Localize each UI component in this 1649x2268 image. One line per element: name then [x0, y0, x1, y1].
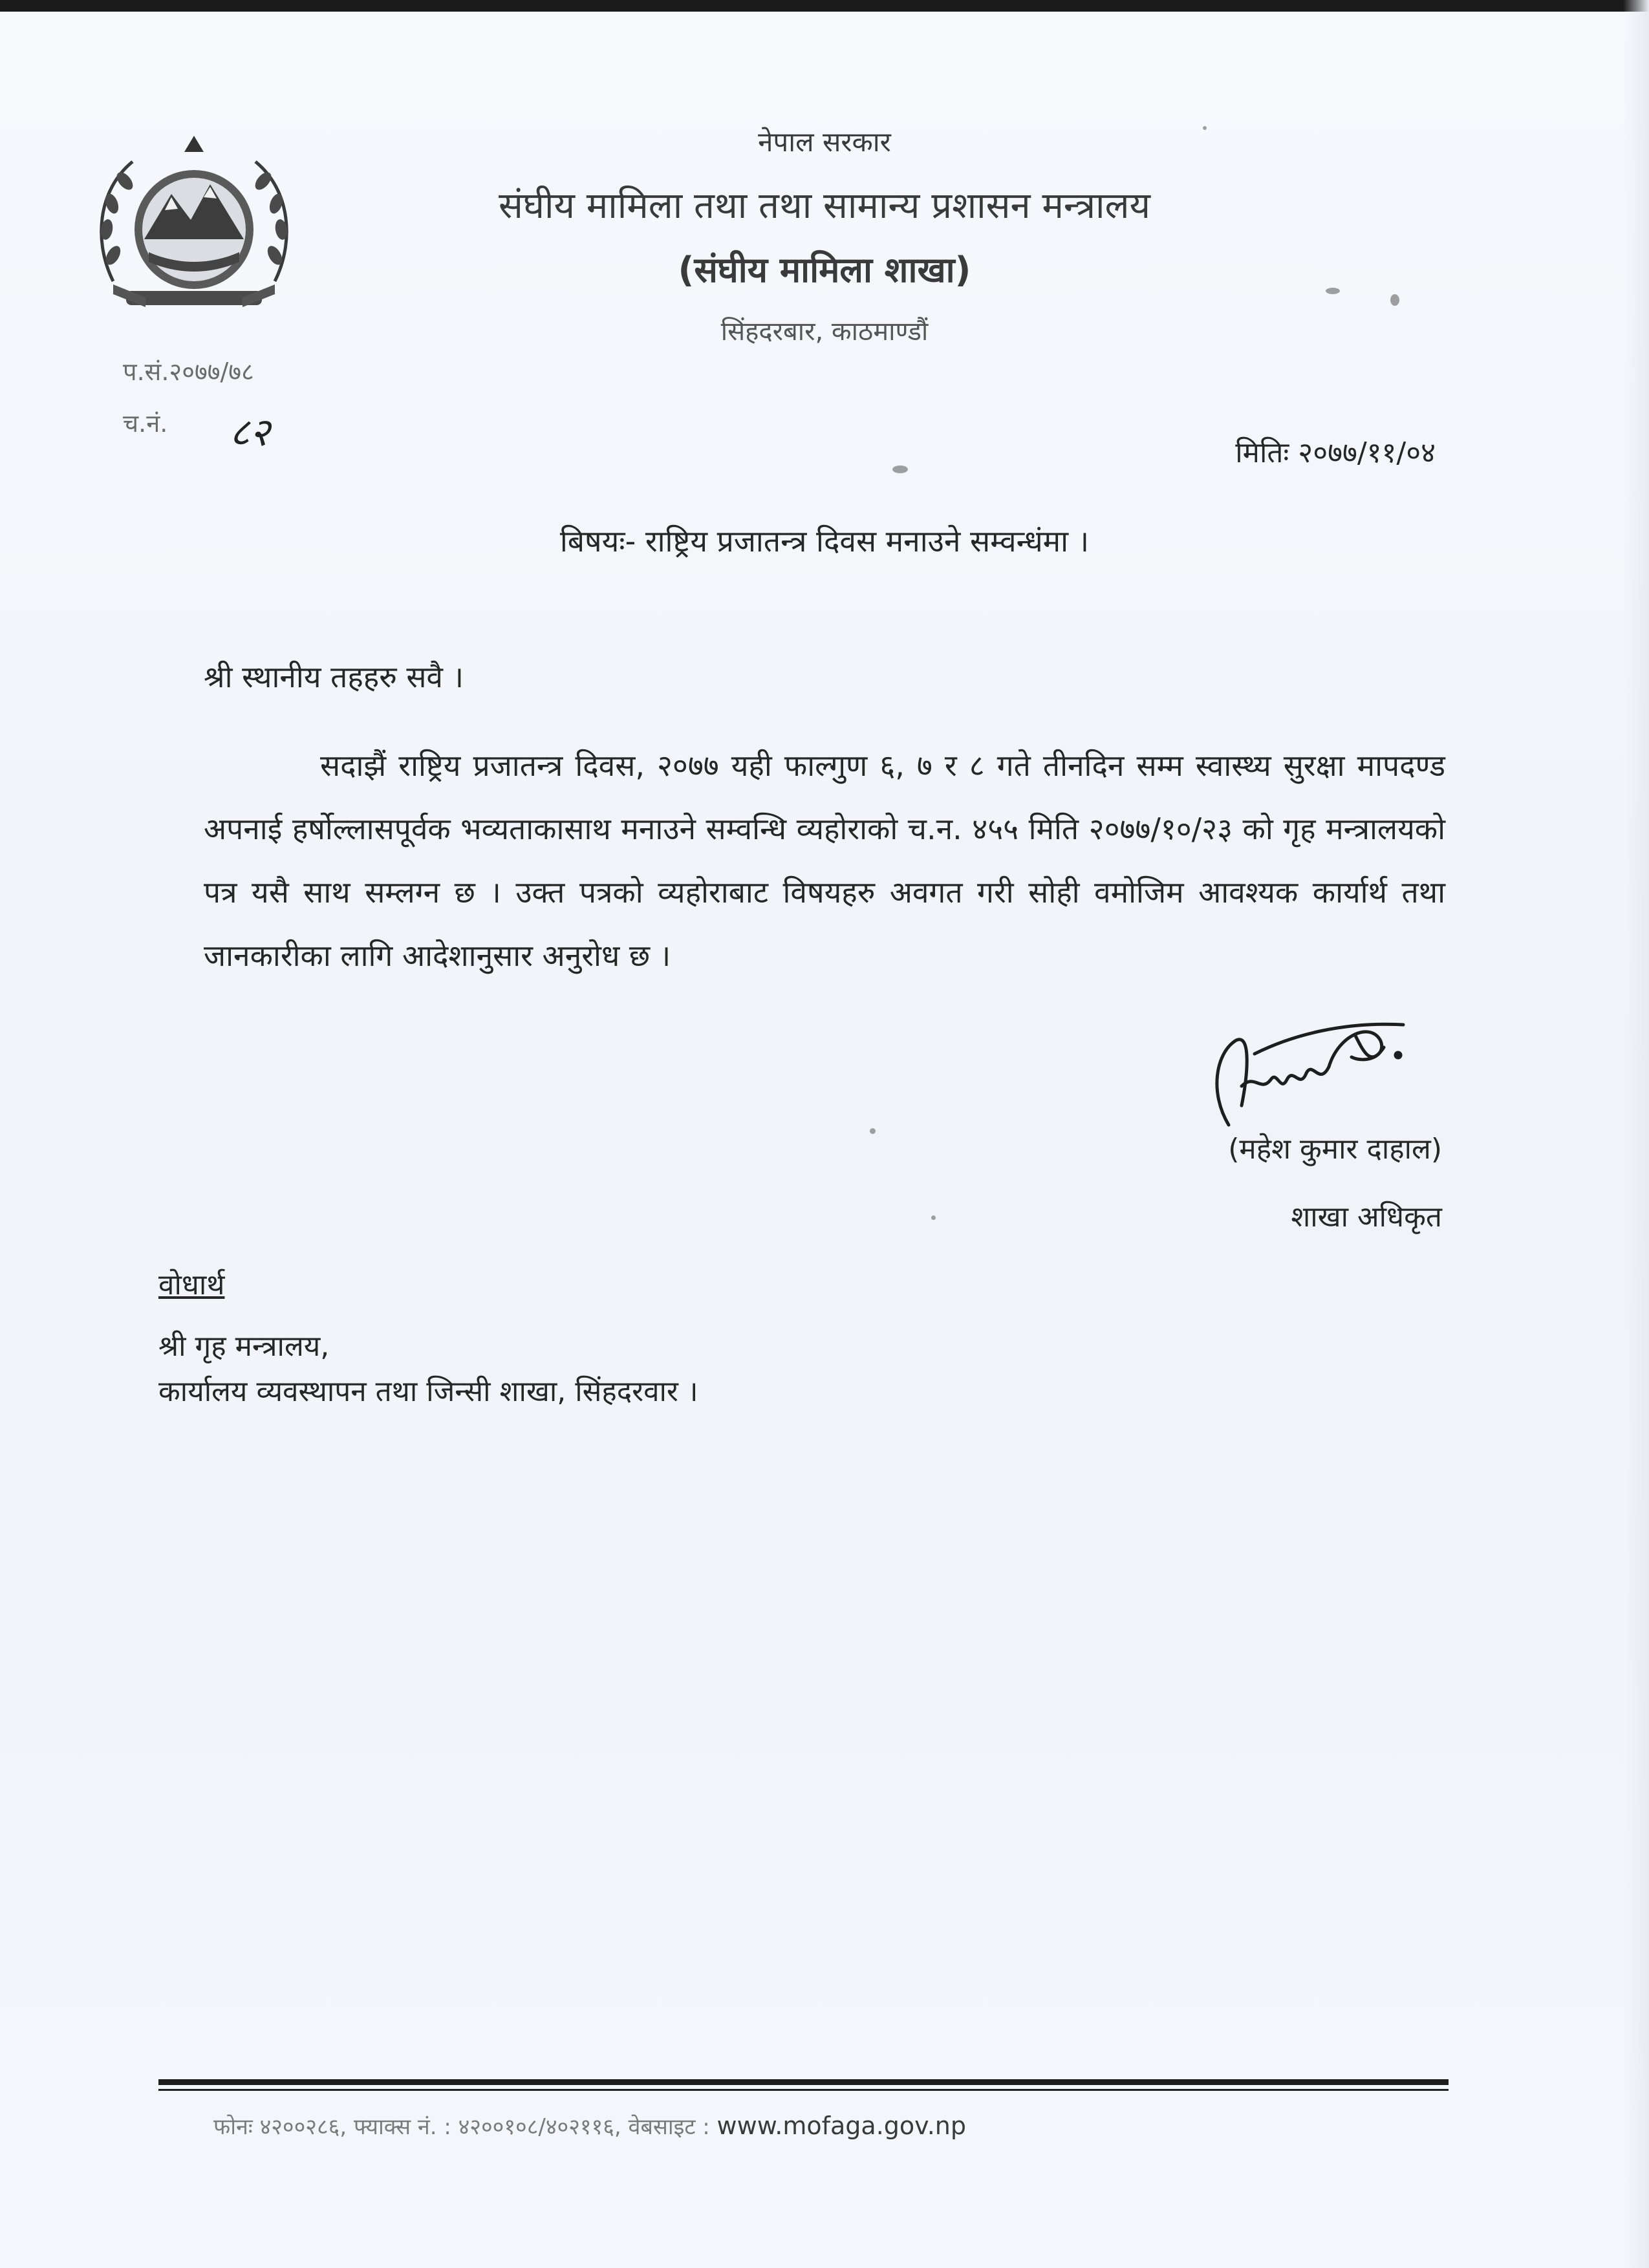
footer-website: www.mofaga.gov.np [717, 2112, 966, 2140]
cc-recipient-1: श्री गृह मन्त्रालय, [158, 1330, 330, 1363]
scan-speck [892, 465, 908, 473]
letter-number: प.सं.२०७७/७८ [123, 358, 254, 386]
footer-rule [158, 2079, 1449, 2085]
signatory-name: (महेश कुमार दाहाल) [1228, 1133, 1442, 1166]
cc-recipient-2: कार्यालय व्यवस्थापन तथा जिन्सी शाखा, सिंहदरवार । [158, 1375, 698, 1408]
scan-speck [1390, 294, 1399, 306]
letter-body: सदाझैं राष्ट्रिय प्रजातन्त्र दिवस, २०७७ यही फाल्गुण ६, ७ र ८ गते तीनदिन सम्म स्वास्थ्य सुरक्षा मापदण्ड अपनाई हर्षोल्लासपूर्वक भव्यताकासाथ मनाउने सम्वन्धि व्यहोराको च.न. ४५५ मिति २०७७/१०/२३ को गृह मन्त्रालयको पत्र यसै साथ सम्लग्न छ । उक्त पत्रको व्यहोराबाट विषयहरु अवगत गरी सोही वमोजिम आवश्यक कार्यार्थ तथा जानकारीका लागि आदेशानुसार अनुरोध छ । [204, 748, 1445, 973]
scan-right-edge [1623, 0, 1649, 2268]
branch-name: (संघीय मामिला शाखा) [678, 250, 971, 290]
scan-speck [1203, 126, 1207, 130]
letter-subject: बिषयः- राष्ट्रिय प्रजातन्त्र दिवस मनाउने सम्वन्धंमा । [559, 524, 1090, 559]
ministry-name: संघीय मामिला तथा तथा सामान्य प्रशासन मन्त्रालय [499, 185, 1150, 227]
cc-heading: वोधार्थ [158, 1268, 225, 1301]
government-name: नेपाल सरकार [758, 126, 891, 158]
signatory-title: शाखा अधिकृत [1291, 1201, 1442, 1234]
letter-date: मितिः २०७७/११/०४ [1235, 436, 1436, 469]
footer-contact-text: फोनः ४२००२८६, फ्याक्स नं. : ४२००१०८/४०२११६, वेबसाइट : [213, 2114, 710, 2140]
dispatch-number: ८२ [230, 410, 270, 455]
dispatch-label: च.नं. [123, 409, 168, 438]
scan-top-edge [0, 0, 1649, 12]
handwritten-signature [1190, 996, 1423, 1144]
scan-speck [931, 1215, 936, 1220]
salutation: श्री स्थानीय तहहरु सवै । [204, 659, 464, 694]
scan-speck [1326, 288, 1340, 294]
footer-rule-thin [158, 2089, 1449, 2091]
scan-speck [870, 1128, 876, 1134]
office-location: सिंहदरबार, काठमाण्डौं [720, 317, 929, 347]
footer-contact [213, 2111, 966, 2141]
